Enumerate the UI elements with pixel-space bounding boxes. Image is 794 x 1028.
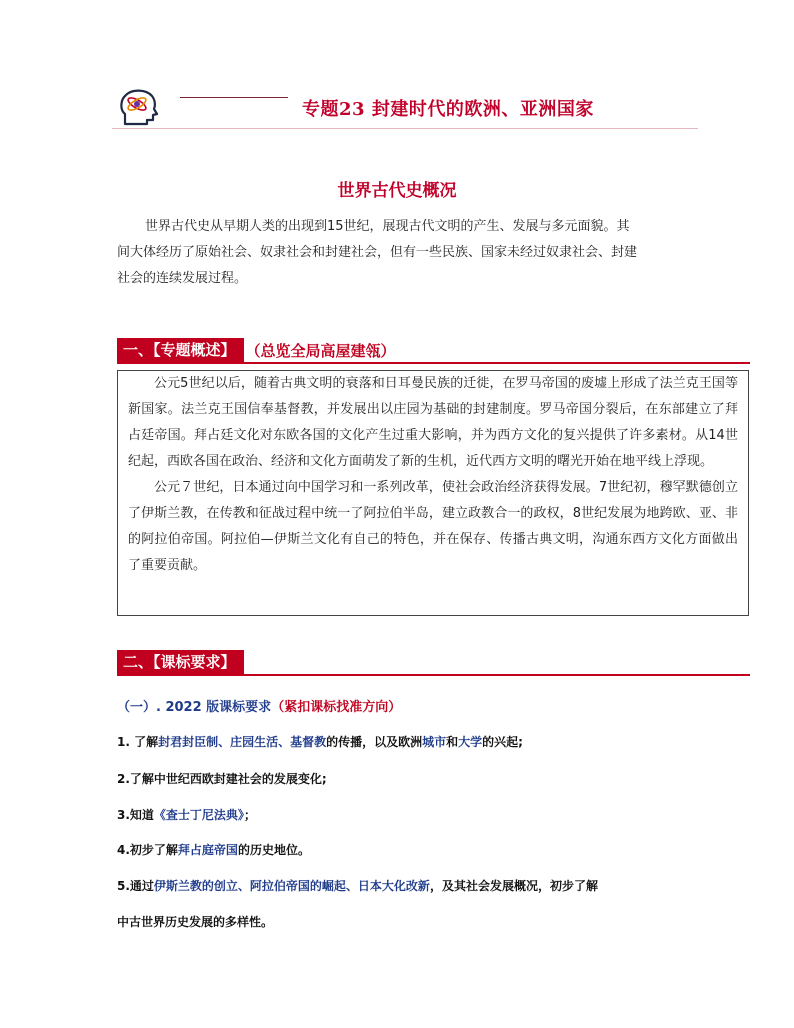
header-divider xyxy=(180,97,288,98)
overview-paragraph: 公元７世纪，日本通过向中国学习和一系列改革，使社会政治经济获得发展。7世纪初，穆罕默德创立了伊斯兰教，在传教和征战过程中统一了阿拉伯半岛，建立政教合一的政权，8世纪发展为地跨欧、亚、非的阿拉伯帝国。阿拉伯—伊斯兰文化有自己的特色，并在保存、传播古典文明，沟通东西方文化方面做出了重要贡献。 xyxy=(128,480,738,573)
section-tag: 二、【课标要求】 xyxy=(117,650,244,674)
intro-line: 社会的连续发展过程。 xyxy=(117,271,248,286)
section-underline xyxy=(117,674,750,676)
overview-box xyxy=(117,370,749,616)
item-keyword: 大学 xyxy=(458,735,483,749)
head-gear-icon xyxy=(117,86,161,130)
topic-title: 专题23 封建时代的欧洲、亚洲国家 xyxy=(302,99,594,120)
requirement-item-3 xyxy=(117,806,256,823)
item-keyword: 封君封臣制、庄园生活、基督教 xyxy=(158,735,327,749)
requirement-item-5 xyxy=(117,877,598,894)
item-text: 的传播，以及欧洲 xyxy=(326,735,423,749)
item-text: 2.了解中世纪西欧封建社会的发展变化; xyxy=(117,772,327,786)
item-text: 4.初步了解 xyxy=(117,843,178,857)
requirements-note: （紧扣课标找准方向） xyxy=(271,700,402,715)
item-keyword: 《查士丁尼法典》 xyxy=(153,808,244,822)
intro-text xyxy=(117,214,687,292)
header-rule xyxy=(112,128,698,129)
item-text: 3.知道 xyxy=(117,808,154,822)
item-text: 5.通过 xyxy=(117,879,154,893)
item-text: 中古世界历史发展的多样性。 xyxy=(117,915,274,929)
item-keyword: 伊斯兰教的创立、阿拉伯帝国的崛起、日本大化改新 xyxy=(153,879,430,893)
section-heading-requirements xyxy=(117,650,244,674)
page-title: 世界古代史概况 xyxy=(337,181,457,201)
requirement-item-1 xyxy=(117,733,523,750)
item-keyword: 城市 xyxy=(422,735,447,749)
intro-line: 间大体经历了原始社会、奴隶社会和封建社会，但有一些民族、国家未经过奴隶社会、封建 xyxy=(117,245,638,260)
section-underline xyxy=(117,362,750,364)
intro-line: 世界古代史从早期人类的出现到15世纪，展现古代文明的产生、发展与多元面貌。其 xyxy=(145,219,630,234)
requirement-item-2 xyxy=(117,770,327,787)
item-keyword: 拜占庭帝国 xyxy=(177,843,238,857)
overview-paragraph: 公元5世纪以后，随着古典文明的衰落和日耳曼民族的迁徙，在罗马帝国的废墟上形成了法兰克王国等新国家。法兰克王国信奉基督教，并发展出以庄园为基础的封建制度。罗马帝国分裂后，在东部建立了拜占廷帝国。拜占廷文化对东欧各国的文化产生过重大影响，并为西方文化的复兴提供了许多素材。从14世纪起，西欧各国在政治、经济和文化方面萌发了新的生机，近代西方文明的曙光开始在地平线上浮现。 xyxy=(128,376,738,469)
item-text: ，及其社会发展概况，初步了解 xyxy=(429,879,598,893)
requirement-item-5-continued xyxy=(117,913,273,930)
requirement-item-4 xyxy=(117,841,310,858)
requirements-label: （一）. 2022 版课标要求 xyxy=(117,700,272,715)
section-subtitle: （总览全局高屋建瓴） xyxy=(245,341,396,360)
section-heading-overview xyxy=(117,338,396,362)
item-text: 的历史地位。 xyxy=(237,843,310,857)
item-text: 的兴起; xyxy=(482,735,523,749)
item-text: 和 xyxy=(446,735,459,749)
item-text: ； xyxy=(243,808,256,822)
requirements-title xyxy=(117,696,401,715)
item-text: 1. 了解 xyxy=(117,735,159,749)
section-tag: 一、【专题概述】 xyxy=(117,338,244,362)
